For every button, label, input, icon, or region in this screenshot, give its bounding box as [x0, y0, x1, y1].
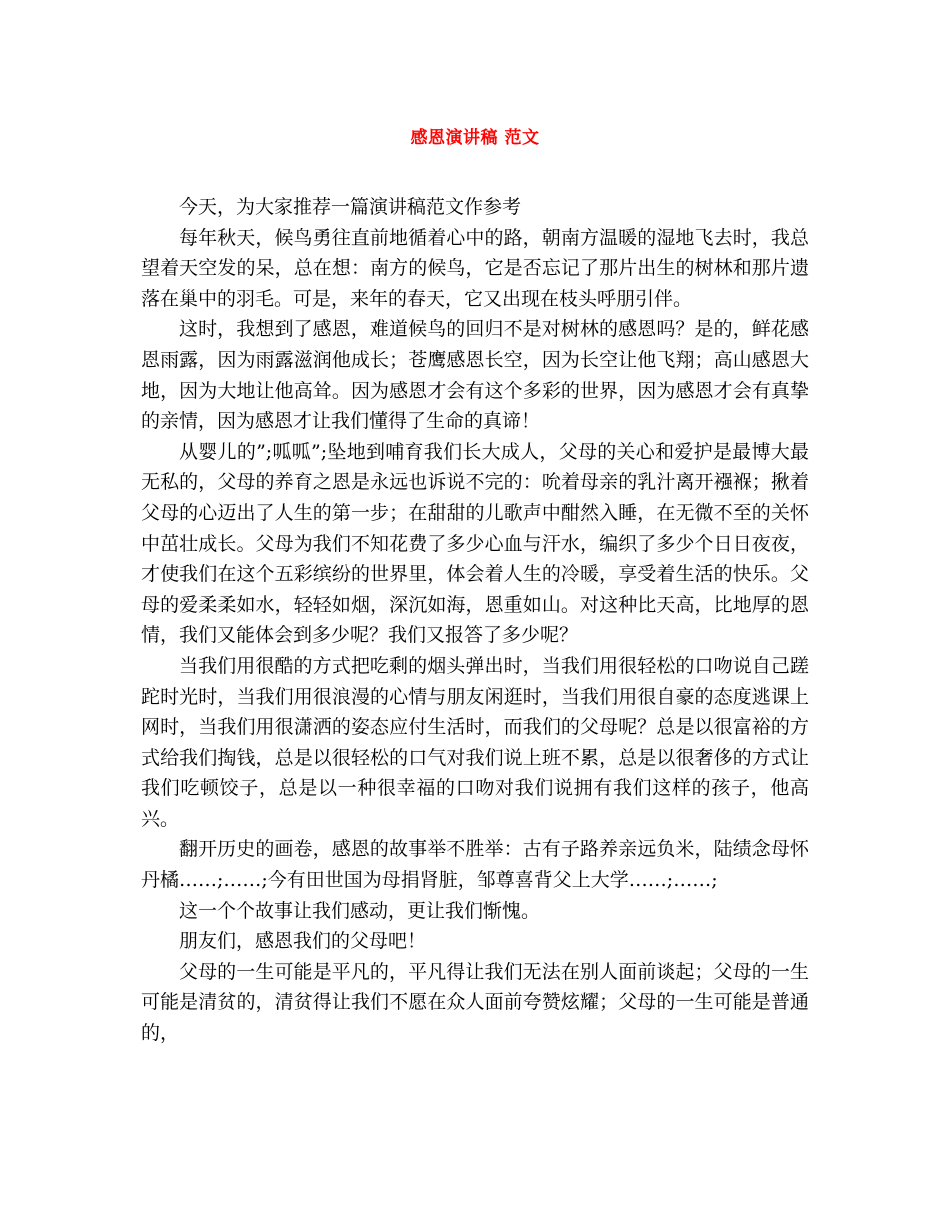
paragraph: 父母的一生可能是平凡的，平凡得让我们无法在别人面前谈起；父母的一生可能是清贫的，清贫得让我们不愿在众人面前夸赞炫耀；父母的一生可能是普通的， — [141, 960, 809, 1045]
paragraph: 朋友们，感恩我们的父母吧！ — [179, 930, 427, 953]
paragraph: 当我们用很酷的方式把吃剩的烟头弹出时，当我们用很轻松的口吻说自己蹉跎时光时，当我们用很浪漫的心情与朋友闲逛时，当我们用很自豪的态度逃课上网时，当我们用很潇洒的姿态应付生活时，而我们的父母呢？总是以很富裕的方式给我们掏钱，总是以很轻松的口气对我们说上班不累，总是以很奢侈的方式让我们吃顿饺子，总是以一种很幸福的口吻对我们说拥有我们这样的孩子，他高兴。 — [141, 654, 809, 830]
document-title: 感恩演讲稿 范文 — [410, 128, 540, 148]
paragraph: 从婴儿的”;呱呱”;坠地到哺育我们长大成人，父母的关心和爱护是最博大最无私的，父母的养育之恩是永远也诉说不完的：吮着母亲的乳汁离开襁褓；揪着父母的心迈出了人生的第一步；在甜甜的儿歌声中酣然入睡，在无微不至的关怀中茁壮成长。父母为我们不知花费了多少心血与汗水，编织了多少个日日夜夜，才使我们在这个五彩缤纷的世界里，体会着人生的冷暖，享受着生活的快乐。父母的爱柔柔如水，轻轻如烟，深沉如海，恩重如山。对这种比天高，比地厚的恩情，我们又能体会到多少呢？我们又报答了多少呢？ — [141, 440, 809, 647]
document-body — [141, 192, 809, 1049]
paragraph: 每年秋天，候鸟勇往直前地循着心中的路，朝南方温暖的湿地飞去时，我总望着天空发的呆，总在想：南方的候鸟，它是否忘记了那片出生的树林和那片遗落在巢中的羽毛。可是，来年的春天，它又出现在枝头呼朋引伴。 — [141, 226, 809, 310]
paragraph: 这一个个故事让我们感动，更让我们惭愧。 — [179, 899, 541, 922]
paragraph: 这时，我想到了感恩，难道候鸟的回归不是对树林的感恩吗？是的，鲜花感恩雨露，因为雨露滋润他成长；苍鹰感恩长空，因为长空让他飞翔；高山感恩大地，因为大地让他高耸。因为感恩才会有这个多彩的世界，因为感恩才会有真挚的亲情，因为感恩才让我们懂得了生命的真谛！ — [141, 318, 809, 433]
paragraph: 翻开历史的画卷，感恩的故事举不胜举：古有子路养亲远负米，陆绩念母怀丹橘……;……;今有田世国为母捐肾脏，邹尊喜背父上大学……;……; — [141, 838, 809, 892]
paragraph: 今天，为大家推荐一篇演讲稿范文作参考 — [179, 196, 522, 218]
